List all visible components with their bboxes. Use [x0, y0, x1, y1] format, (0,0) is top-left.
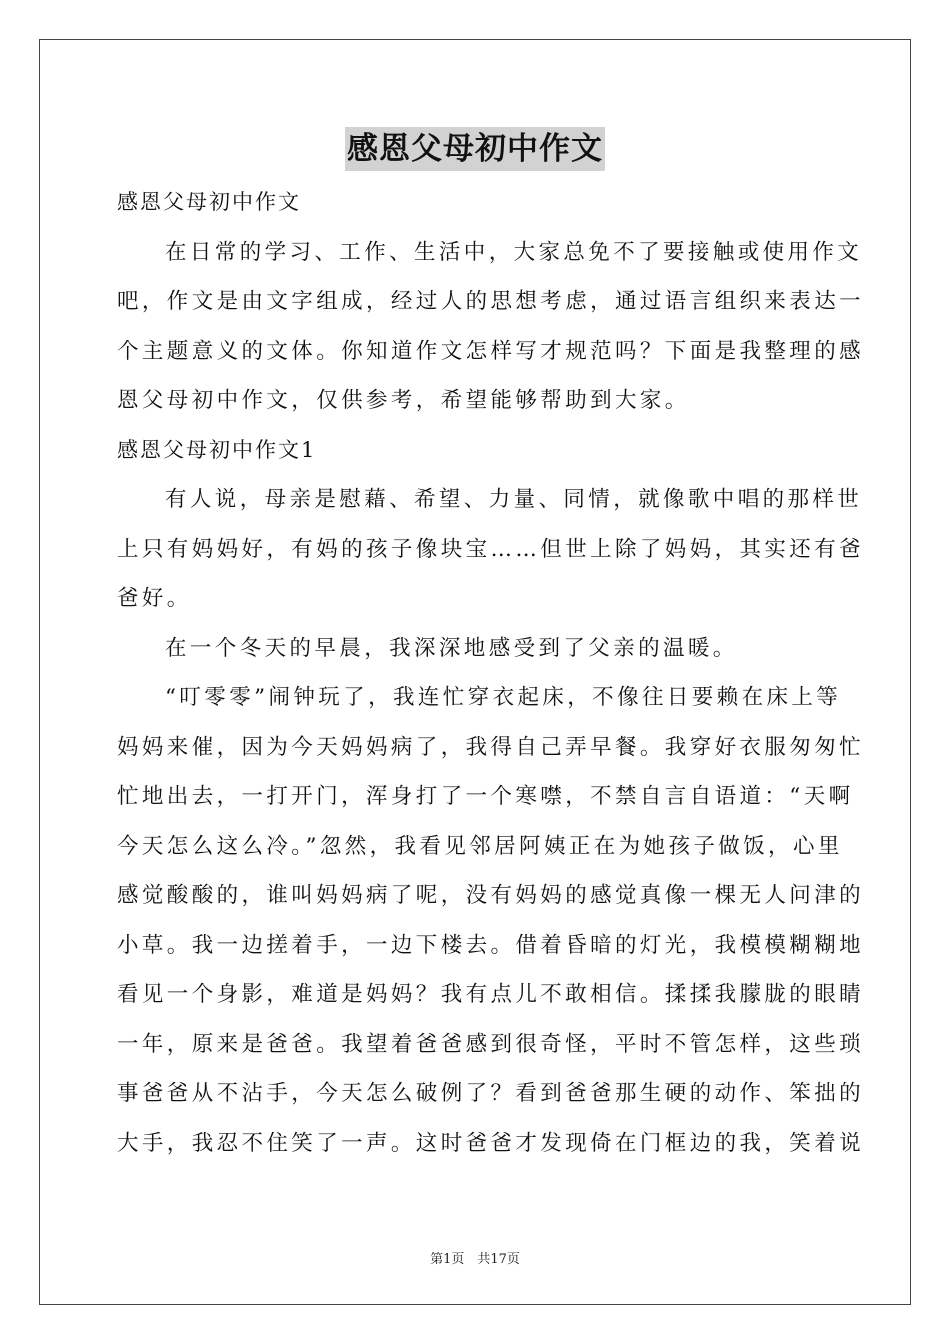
intro-line: 个主题意义的文体。你知道作文怎样写才规范吗？下面是我整理的感 [117, 338, 865, 364]
paragraph-line: 忙地出去，一打开门，浑身打了一个寒噤，不禁自言自语道：“天啊 [117, 784, 854, 809]
paragraph-line: 上只有妈妈好，有妈的孩子像块宝……但世上除了妈妈，其实还有爸 [117, 536, 865, 562]
intro-line: 在日常的学习、工作、生活中，大家总免不了要接触或使用作文 [165, 239, 863, 265]
paragraph-line: 事爸爸从不沾手，今天怎么破例了？看到爸爸那生硬的动作、笨拙的 [117, 1081, 865, 1106]
paragraph-line: 大手，我忍不住笑了一声。这时爸爸才发现倚在门框边的我，笑着说 [117, 1130, 865, 1156]
paragraph-line: 妈妈来催，因为今天妈妈病了，我得自己弄早餐。我穿好衣服匆匆忙 [117, 734, 865, 760]
paragraph-line: 今天怎么这么冷。”忽然，我看见邻居阿姨正在为她孩子做饭，心里 [117, 833, 843, 859]
paragraph-line: 一年，原来是爸爸。我望着爸爸感到很奇怪，平时不管怎样，这些琐 [117, 1031, 865, 1057]
page-number: 第1页 共17页 [430, 1252, 520, 1267]
section-heading: 感恩父母初中作文1 [117, 437, 317, 462]
document-title [0, 126, 950, 171]
paragraph-line: 爸好。 [117, 586, 192, 611]
paragraph-line: 看见一个身影，难道是妈妈？我有点儿不敢相信。揉揉我朦胧的眼睛 [117, 982, 865, 1007]
paragraph-line: 感觉酸酸的，谁叫妈妈病了呢，没有妈妈的感觉真像一棵无人问津的 [117, 883, 865, 908]
intro-line: 吧，作文是由文字组成，经过人的思想考虑，通过语言组织来表达一 [117, 289, 865, 314]
paragraph-line: “叮零零”闹钟玩了，我连忙穿衣起床，不像往日要赖在床上等 [165, 685, 842, 710]
document-subtitle: 感恩父母初中作文 [117, 190, 301, 214]
paragraph-line: 有人说，母亲是慰藉、希望、力量、同情，就像歌中唱的那样世 [165, 487, 863, 512]
paragraph-line: 在一个冬天的早晨，我深深地感受到了父亲的温暖。 [165, 635, 738, 661]
paragraph-line: 小草。我一边搓着手，一边下楼去。借着昏暗的灯光，我模模糊糊地 [117, 932, 865, 958]
document-body [117, 178, 865, 1168]
document-title-text: 感恩父母初中作文 [345, 127, 605, 171]
intro-line: 恩父母初中作文，仅供参考，希望能够帮助到大家。 [117, 388, 690, 413]
